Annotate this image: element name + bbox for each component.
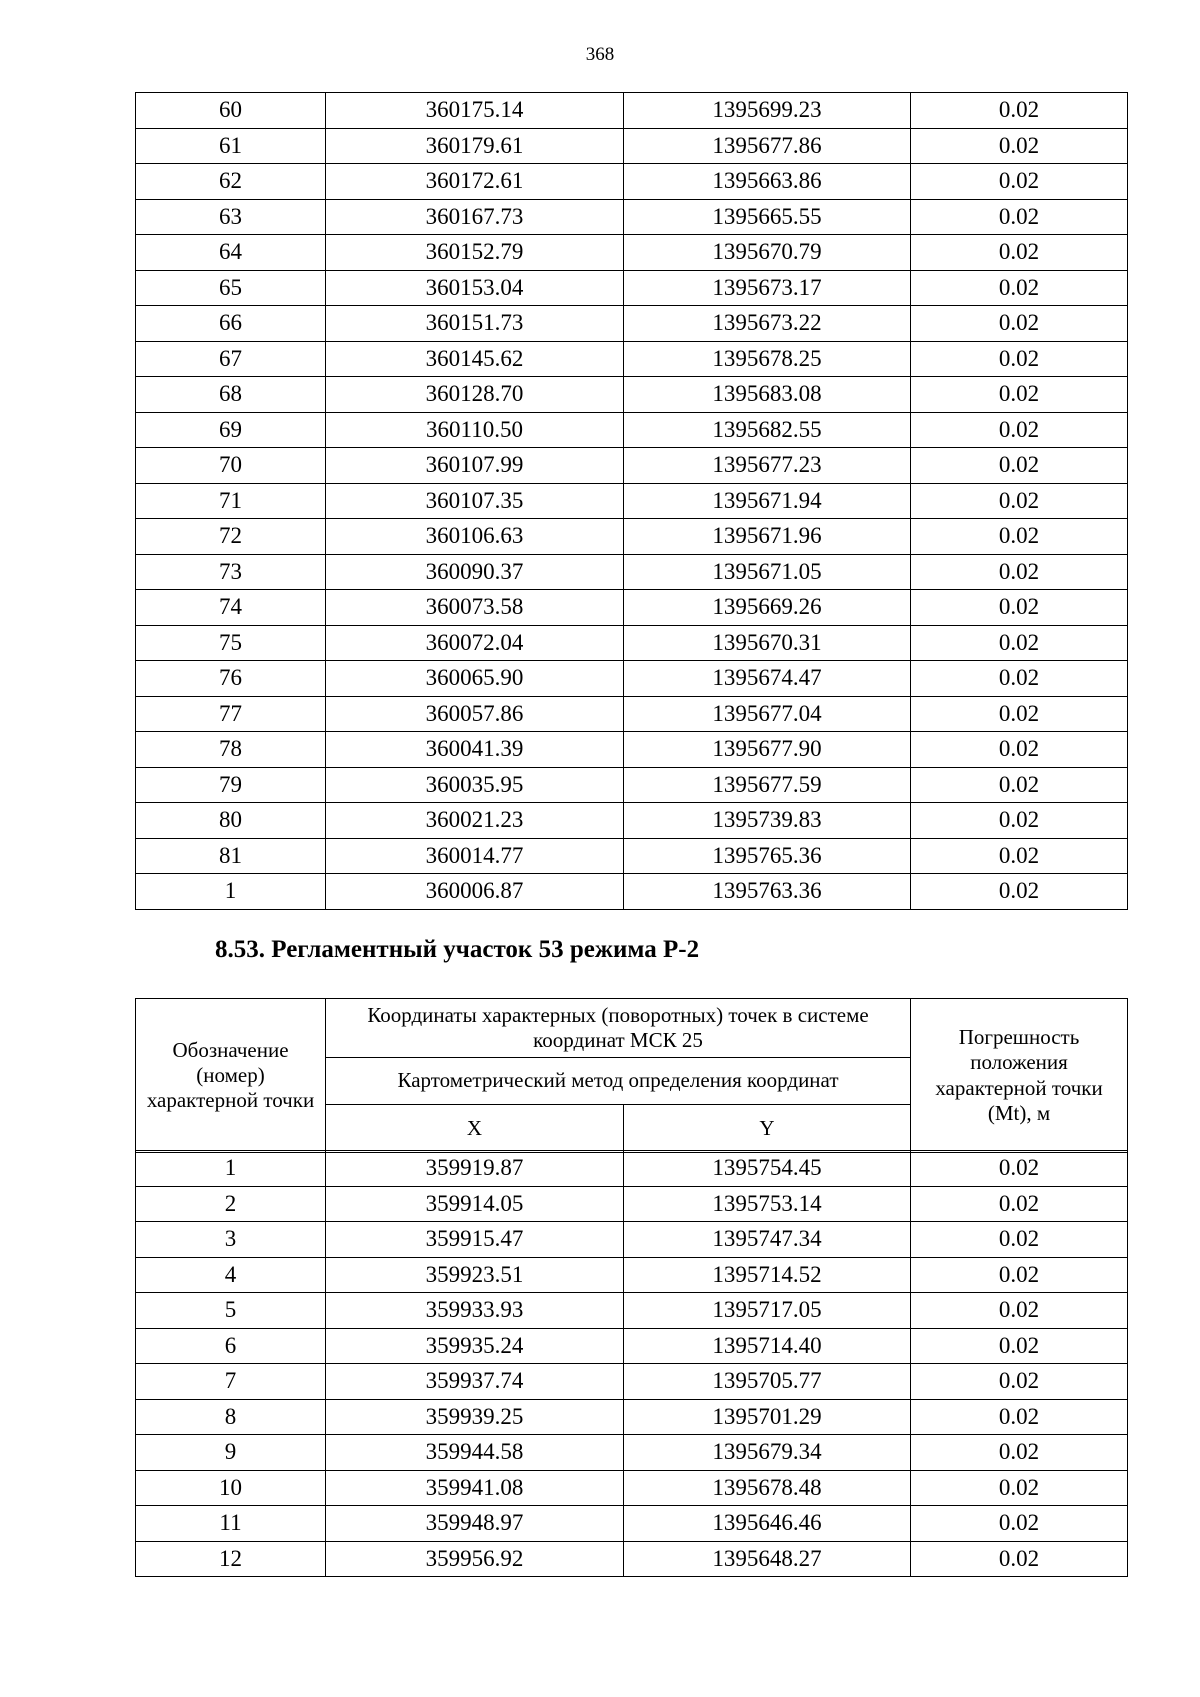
point-number-cell: 76 [136,661,326,697]
point-number-cell: 63 [136,199,326,235]
x-coordinate-cell: 359937.74 [326,1364,624,1400]
x-coordinate-cell: 360152.79 [326,235,624,271]
error-cell: 0.02 [911,199,1128,235]
y-coordinate-cell: 1395683.08 [624,377,911,413]
y-coordinate-cell: 1395646.46 [624,1506,911,1542]
table-row [136,483,1128,519]
error-cell: 0.02 [911,1399,1128,1435]
y-coordinate-cell: 1395699.23 [624,93,911,129]
y-coordinate-cell: 1395670.79 [624,235,911,271]
y-coordinate-cell: 1395682.55 [624,412,911,448]
table-row [136,874,1128,910]
x-coordinate-cell: 360128.70 [326,377,624,413]
header-error: Погрешность положения характерной точки (Mt), м [911,999,1128,1153]
error-cell: 0.02 [911,1151,1128,1187]
x-coordinate-cell: 360057.86 [326,696,624,732]
y-coordinate-cell: 1395674.47 [624,661,911,697]
y-coordinate-cell: 1395765.36 [624,838,911,874]
y-coordinate-cell: 1395677.86 [624,128,911,164]
x-coordinate-cell: 360041.39 [326,732,624,768]
y-coordinate-cell: 1395665.55 [624,199,911,235]
point-number-cell: 11 [136,1506,326,1542]
x-coordinate-cell: 360107.99 [326,448,624,484]
x-coordinate-cell: 360035.95 [326,767,624,803]
point-number-cell: 6 [136,1328,326,1364]
error-cell: 0.02 [911,1293,1128,1329]
point-number-cell: 81 [136,838,326,874]
table-row [136,306,1128,342]
y-coordinate-cell: 1395705.77 [624,1364,911,1400]
x-coordinate-cell: 359915.47 [326,1222,624,1258]
table-row [136,767,1128,803]
table-row [136,1399,1128,1435]
table-row [136,1435,1128,1471]
error-cell: 0.02 [911,767,1128,803]
point-number-cell: 68 [136,377,326,413]
point-number-cell: 75 [136,625,326,661]
table-row [136,1222,1128,1258]
x-coordinate-cell: 359933.93 [326,1293,624,1329]
y-coordinate-cell: 1395669.26 [624,590,911,626]
page-number: 368 [585,44,615,65]
y-coordinate-cell: 1395673.22 [624,306,911,342]
point-number-cell: 77 [136,696,326,732]
x-coordinate-cell: 360107.35 [326,483,624,519]
x-coordinate-cell: 360175.14 [326,93,624,129]
x-coordinate-cell: 360110.50 [326,412,624,448]
point-number-cell: 67 [136,341,326,377]
x-coordinate-cell: 360065.90 [326,661,624,697]
x-coordinate-cell: 359948.97 [326,1506,624,1542]
x-coordinate-cell: 360073.58 [326,590,624,626]
point-number-cell: 8 [136,1399,326,1435]
error-cell: 0.02 [911,164,1128,200]
x-coordinate-cell: 360151.73 [326,306,624,342]
x-coordinate-cell: 360172.61 [326,164,624,200]
table-row [136,1257,1128,1293]
table-row [136,803,1128,839]
point-number-cell: 80 [136,803,326,839]
point-number-cell: 1 [136,874,326,910]
coordinates-table-header [135,998,1128,1153]
error-cell: 0.02 [911,519,1128,555]
point-number-cell: 12 [136,1541,326,1577]
x-coordinate-cell: 359941.08 [326,1470,624,1506]
point-number-cell: 74 [136,590,326,626]
y-coordinate-cell: 1395747.34 [624,1222,911,1258]
y-coordinate-cell: 1395663.86 [624,164,911,200]
table-row [136,93,1128,129]
x-coordinate-cell: 360179.61 [326,128,624,164]
error-cell: 0.02 [911,838,1128,874]
error-cell: 0.02 [911,732,1128,768]
point-number-cell: 73 [136,554,326,590]
point-number-cell: 9 [136,1435,326,1471]
error-cell: 0.02 [911,93,1128,129]
error-cell: 0.02 [911,696,1128,732]
point-number-cell: 78 [136,732,326,768]
table-row [136,1541,1128,1577]
error-cell: 0.02 [911,1470,1128,1506]
error-cell: 0.02 [911,1435,1128,1471]
coordinates-table-section-53 [135,1150,1128,1577]
header-point-number: Обозначение (номер) характерной точки [136,999,326,1153]
error-cell: 0.02 [911,1186,1128,1222]
error-cell: 0.02 [911,306,1128,342]
x-coordinate-cell: 359944.58 [326,1435,624,1471]
point-number-cell: 5 [136,1293,326,1329]
table-row [136,1506,1128,1542]
x-coordinate-cell: 360021.23 [326,803,624,839]
x-coordinate-cell: 360167.73 [326,199,624,235]
table-row [136,554,1128,590]
point-number-cell: 62 [136,164,326,200]
x-coordinate-cell: 359956.92 [326,1541,624,1577]
y-coordinate-cell: 1395677.04 [624,696,911,732]
y-coordinate-cell: 1395763.36 [624,874,911,910]
error-cell: 0.02 [911,483,1128,519]
table-row [136,270,1128,306]
point-number-cell: 69 [136,412,326,448]
error-cell: 0.02 [911,1506,1128,1542]
y-coordinate-cell: 1395739.83 [624,803,911,839]
point-number-cell: 3 [136,1222,326,1258]
y-coordinate-cell: 1395671.96 [624,519,911,555]
x-coordinate-cell: 359919.87 [326,1151,624,1187]
error-cell: 0.02 [911,412,1128,448]
y-coordinate-cell: 1395678.48 [624,1470,911,1506]
point-number-cell: 7 [136,1364,326,1400]
header-coordinates: Координаты характерных (поворотных) точек в системе координат МСК 25 [326,999,911,1058]
point-number-cell: 64 [136,235,326,271]
table-row [136,412,1128,448]
error-cell: 0.02 [911,128,1128,164]
error-cell: 0.02 [911,235,1128,271]
table-row [136,1328,1128,1364]
error-cell: 0.02 [911,625,1128,661]
y-coordinate-cell: 1395671.94 [624,483,911,519]
error-cell: 0.02 [911,554,1128,590]
point-number-cell: 72 [136,519,326,555]
y-coordinate-cell: 1395754.45 [624,1151,911,1187]
y-coordinate-cell: 1395678.25 [624,341,911,377]
x-coordinate-cell: 360006.87 [326,874,624,910]
header-method: Картометрический метод определения координат [326,1058,911,1105]
x-coordinate-cell: 359939.25 [326,1399,624,1435]
x-coordinate-cell: 360145.62 [326,341,624,377]
y-coordinate-cell: 1395717.05 [624,1293,911,1329]
table-row [136,377,1128,413]
y-coordinate-cell: 1395673.17 [624,270,911,306]
y-coordinate-cell: 1395753.14 [624,1186,911,1222]
table-row [136,235,1128,271]
point-number-cell: 4 [136,1257,326,1293]
y-coordinate-cell: 1395701.29 [624,1399,911,1435]
header-x: X [326,1105,624,1153]
table-row [136,1186,1128,1222]
table-row [136,128,1128,164]
point-number-cell: 71 [136,483,326,519]
x-coordinate-cell: 359923.51 [326,1257,624,1293]
error-cell: 0.02 [911,270,1128,306]
table-row [136,1151,1128,1187]
error-cell: 0.02 [911,448,1128,484]
y-coordinate-cell: 1395648.27 [624,1541,911,1577]
x-coordinate-cell: 359935.24 [326,1328,624,1364]
x-coordinate-cell: 360014.77 [326,838,624,874]
error-cell: 0.02 [911,590,1128,626]
table-row [136,448,1128,484]
error-cell: 0.02 [911,1328,1128,1364]
error-cell: 0.02 [911,341,1128,377]
error-cell: 0.02 [911,661,1128,697]
error-cell: 0.02 [911,377,1128,413]
coordinates-table-continued [135,92,1128,910]
error-cell: 0.02 [911,803,1128,839]
y-coordinate-cell: 1395714.52 [624,1257,911,1293]
table-row [136,1364,1128,1400]
error-cell: 0.02 [911,1222,1128,1258]
section-heading: 8.53. Регламентный участок 53 режима Р-2 [215,936,700,963]
x-coordinate-cell: 360090.37 [326,554,624,590]
table-row [136,1293,1128,1329]
table-row [136,519,1128,555]
point-number-cell: 1 [136,1151,326,1187]
error-cell: 0.02 [911,1541,1128,1577]
x-coordinate-cell: 359914.05 [326,1186,624,1222]
point-number-cell: 65 [136,270,326,306]
x-coordinate-cell: 360072.04 [326,625,624,661]
point-number-cell: 70 [136,448,326,484]
table-row [136,164,1128,200]
y-coordinate-cell: 1395677.90 [624,732,911,768]
table-row [136,341,1128,377]
header-y: Y [624,1105,911,1153]
y-coordinate-cell: 1395677.23 [624,448,911,484]
table-row [136,732,1128,768]
table-row [136,838,1128,874]
y-coordinate-cell: 1395670.31 [624,625,911,661]
y-coordinate-cell: 1395671.05 [624,554,911,590]
point-number-cell: 61 [136,128,326,164]
error-cell: 0.02 [911,874,1128,910]
table-row [136,1470,1128,1506]
error-cell: 0.02 [911,1257,1128,1293]
point-number-cell: 60 [136,93,326,129]
error-cell: 0.02 [911,1364,1128,1400]
table-row [136,199,1128,235]
point-number-cell: 10 [136,1470,326,1506]
table-row [136,661,1128,697]
point-number-cell: 79 [136,767,326,803]
table-row [136,625,1128,661]
point-number-cell: 66 [136,306,326,342]
table-row [136,696,1128,732]
y-coordinate-cell: 1395677.59 [624,767,911,803]
x-coordinate-cell: 360153.04 [326,270,624,306]
y-coordinate-cell: 1395714.40 [624,1328,911,1364]
y-coordinate-cell: 1395679.34 [624,1435,911,1471]
x-coordinate-cell: 360106.63 [326,519,624,555]
table-row [136,590,1128,626]
point-number-cell: 2 [136,1186,326,1222]
